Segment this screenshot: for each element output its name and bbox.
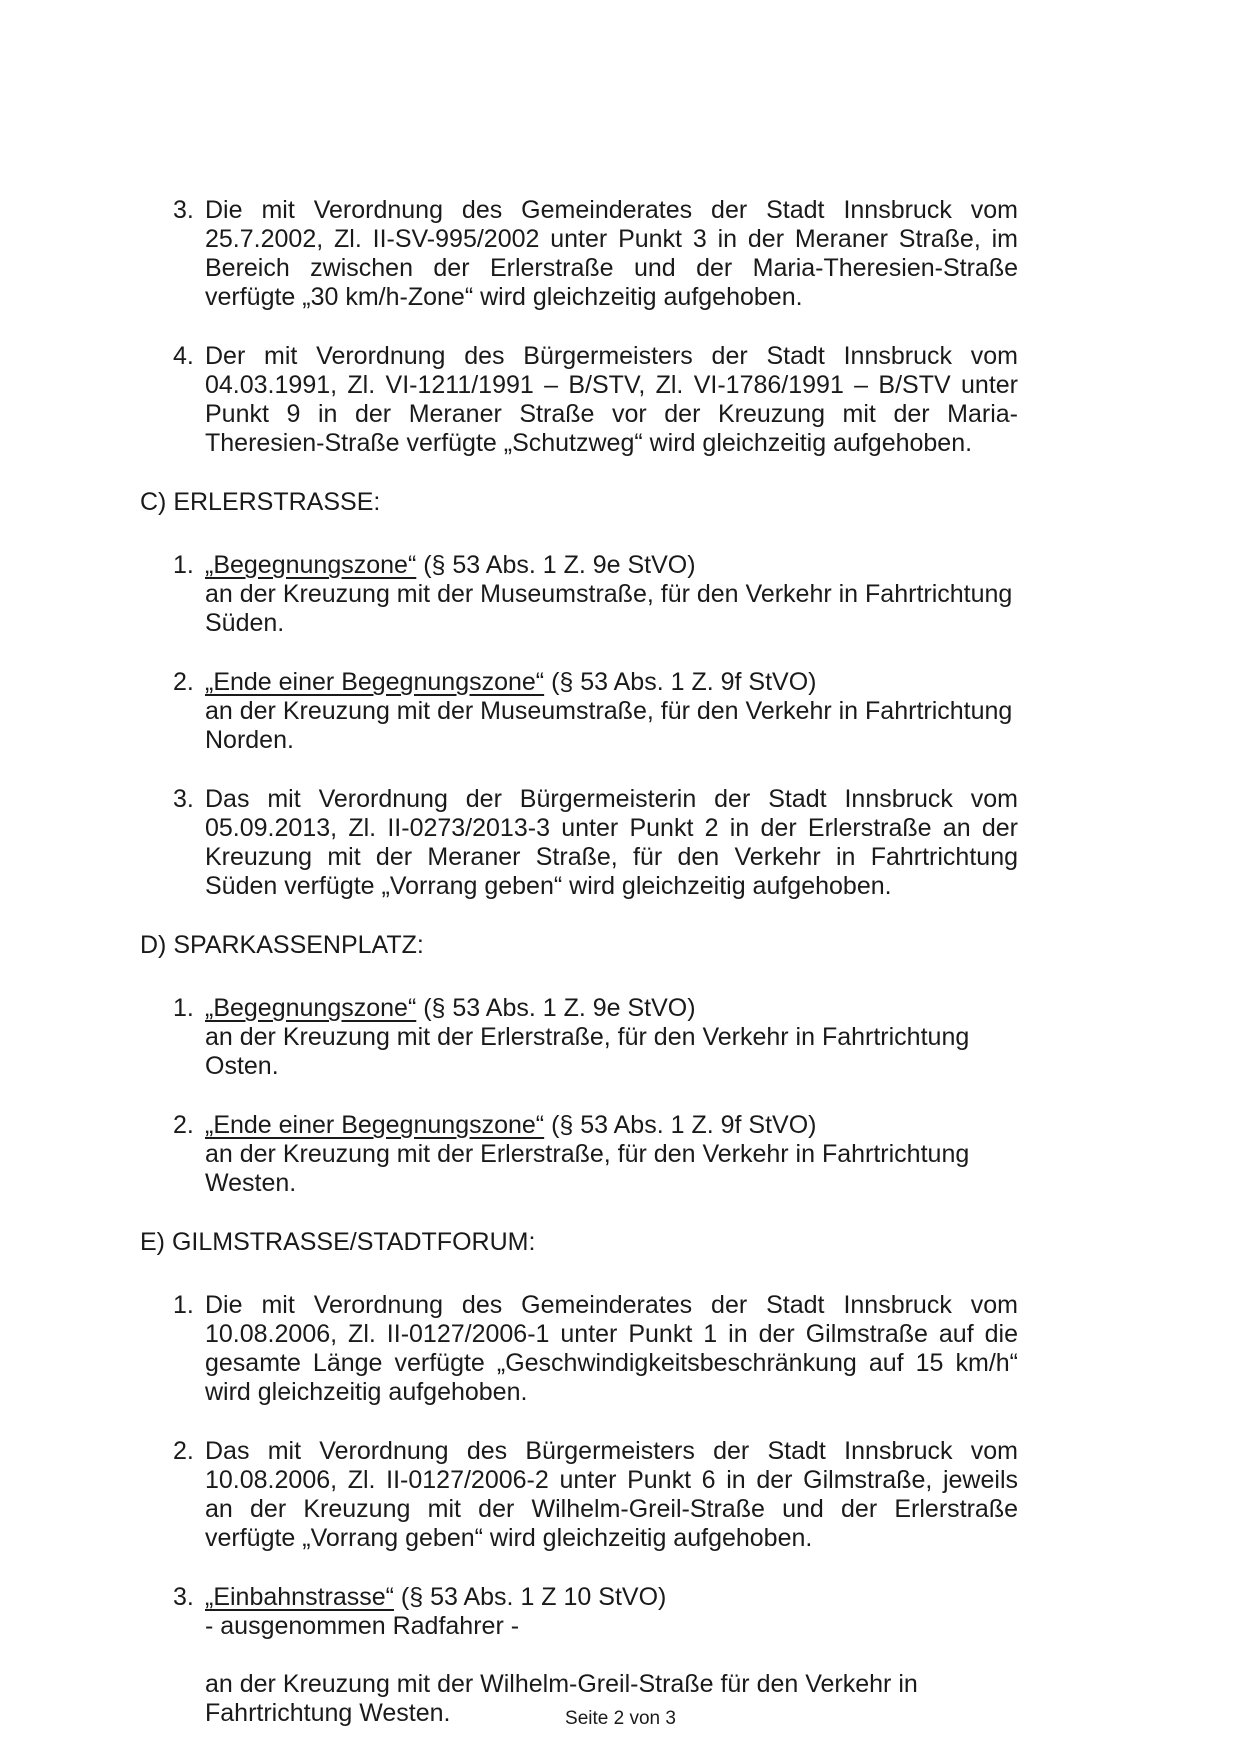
item-description: an der Kreuzung mit der Museumstraße, für den Verkehr in Fahrtrichtung Norden.: [205, 697, 1013, 754]
sign-title: [205, 1111, 1018, 1140]
document-content: [140, 196, 1018, 1754]
underlined-term: „Ende einer Begegnungszone“: [205, 668, 545, 696]
item-number: 3.: [173, 785, 194, 813]
item-text: Das mit Verordnung des Bürgermeisters der Stadt Innsbruck vom 10.08.2006, Zl. II-0127/2006-2 unter Punkt 6 in der Gilmstraße, jeweils an der Kreuzung mit der Wilhelm-Greil-Straße und der Erlerstraße verfügte „Vorrang geben“ wird gleichzeitig aufgehoben.: [205, 1437, 1018, 1552]
list-item: [173, 342, 1018, 458]
sign-title: [205, 994, 1018, 1023]
law-reference: (§ 53 Abs. 1 Z 10 StVO): [393, 1583, 667, 1611]
list-item: [173, 1291, 1018, 1407]
sign-title: [205, 668, 1018, 697]
law-reference: (§ 53 Abs. 1 Z. 9e StVO): [416, 994, 696, 1022]
page-footer: Seite 2 von 3: [565, 1708, 676, 1729]
item-description: an der Kreuzung mit der Erlerstraße, für den Verkehr in Fahrtrichtung Westen.: [205, 1140, 970, 1197]
section-heading-c: C) ERLERSTRASSE:: [140, 488, 381, 516]
underlined-term: „Ende einer Begegnungszone“: [205, 1111, 545, 1139]
item-number: 1.: [173, 1291, 194, 1319]
list-item: [173, 1111, 1018, 1198]
item-number: 2.: [173, 668, 194, 696]
underlined-term: „Begegnungszone“: [205, 994, 417, 1022]
list-item: [173, 994, 1018, 1081]
list-item: [173, 196, 1018, 312]
list-item: [173, 668, 1018, 755]
item-number: 1.: [173, 994, 194, 1022]
item-text: Das mit Verordnung der Bürgermeisterin der Stadt Innsbruck vom 05.09.2013, Zl. II-0273/2013-3 unter Punkt 2 in der Erlerstraße an der Kreuzung mit der Meraner Straße, für den Verkehr in Fahrtrichtung Süden verfügte „Vorrang geben“ wird gleichzeitig aufgehoben.: [205, 785, 1018, 900]
list-item: [173, 785, 1018, 901]
item-number: 3.: [173, 1583, 194, 1611]
exception-note: - ausgenommen Radfahrer -: [205, 1612, 520, 1640]
sign-title: [205, 551, 1018, 580]
law-reference: (§ 53 Abs. 1 Z. 9f StVO): [544, 668, 817, 696]
item-text: Die mit Verordnung des Gemeinderates der Stadt Innsbruck vom 10.08.2006, Zl. II-0127/2006-1 unter Punkt 1 in der Gilmstraße auf die gesamte Länge verfügte „Geschwindigkeitsbeschränkung auf 15 km/h“ wird gleichzeitig aufgehoben.: [205, 1291, 1018, 1406]
item-description: an der Kreuzung mit der Museumstraße, für den Verkehr in Fahrtrichtung Süden.: [205, 580, 1013, 637]
list-item: [173, 551, 1018, 638]
item-description: an der Kreuzung mit der Erlerstraße, für den Verkehr in Fahrtrichtung Osten.: [205, 1023, 970, 1080]
item-number: 1.: [173, 551, 194, 579]
law-reference: (§ 53 Abs. 1 Z. 9f StVO): [544, 1111, 817, 1139]
item-number: 2.: [173, 1111, 194, 1139]
section-heading-d: D) SPARKASSENPLATZ:: [140, 931, 424, 959]
item-number: 2.: [173, 1437, 194, 1465]
list-item: [173, 1437, 1018, 1553]
sign-title: [205, 1583, 1018, 1612]
item-description: an der Kreuzung mit der Wilhelm-Greil-Straße für den Verkehr in Fahrtrichtung Westen.: [205, 1670, 918, 1727]
underlined-term: „Begegnungszone“: [205, 551, 417, 579]
underlined-term: „Einbahnstrasse“: [205, 1583, 394, 1611]
section-heading-e: E) GILMSTRASSE/STADTFORUM:: [140, 1228, 536, 1256]
list-item: [173, 1583, 1018, 1728]
item-number: 3.: [173, 196, 194, 224]
item-number: 4.: [173, 342, 194, 370]
law-reference: (§ 53 Abs. 1 Z. 9e StVO): [416, 551, 696, 579]
item-text: Der mit Verordnung des Bürgermeisters der Stadt Innsbruck vom 04.03.1991, Zl. VI-1211/1991 – B/STV, Zl. VI-1786/1991 – B/STV unter Punkt 9 in der Meraner Straße vor der Kreuzung mit der Maria-Theresien-Straße verfügte „Schutzweg“ wird gleichzeitig aufgehoben.: [205, 342, 1018, 457]
item-text: Die mit Verordnung des Gemeinderates der Stadt Innsbruck vom 25.7.2002, Zl. II-SV-995/2002 unter Punkt 3 in der Meraner Straße, im Bereich zwischen der Erlerstraße und der Maria-Theresien-Straße verfügte „30 km/h-Zone“ wird gleichzeitig aufgehoben.: [205, 196, 1018, 311]
